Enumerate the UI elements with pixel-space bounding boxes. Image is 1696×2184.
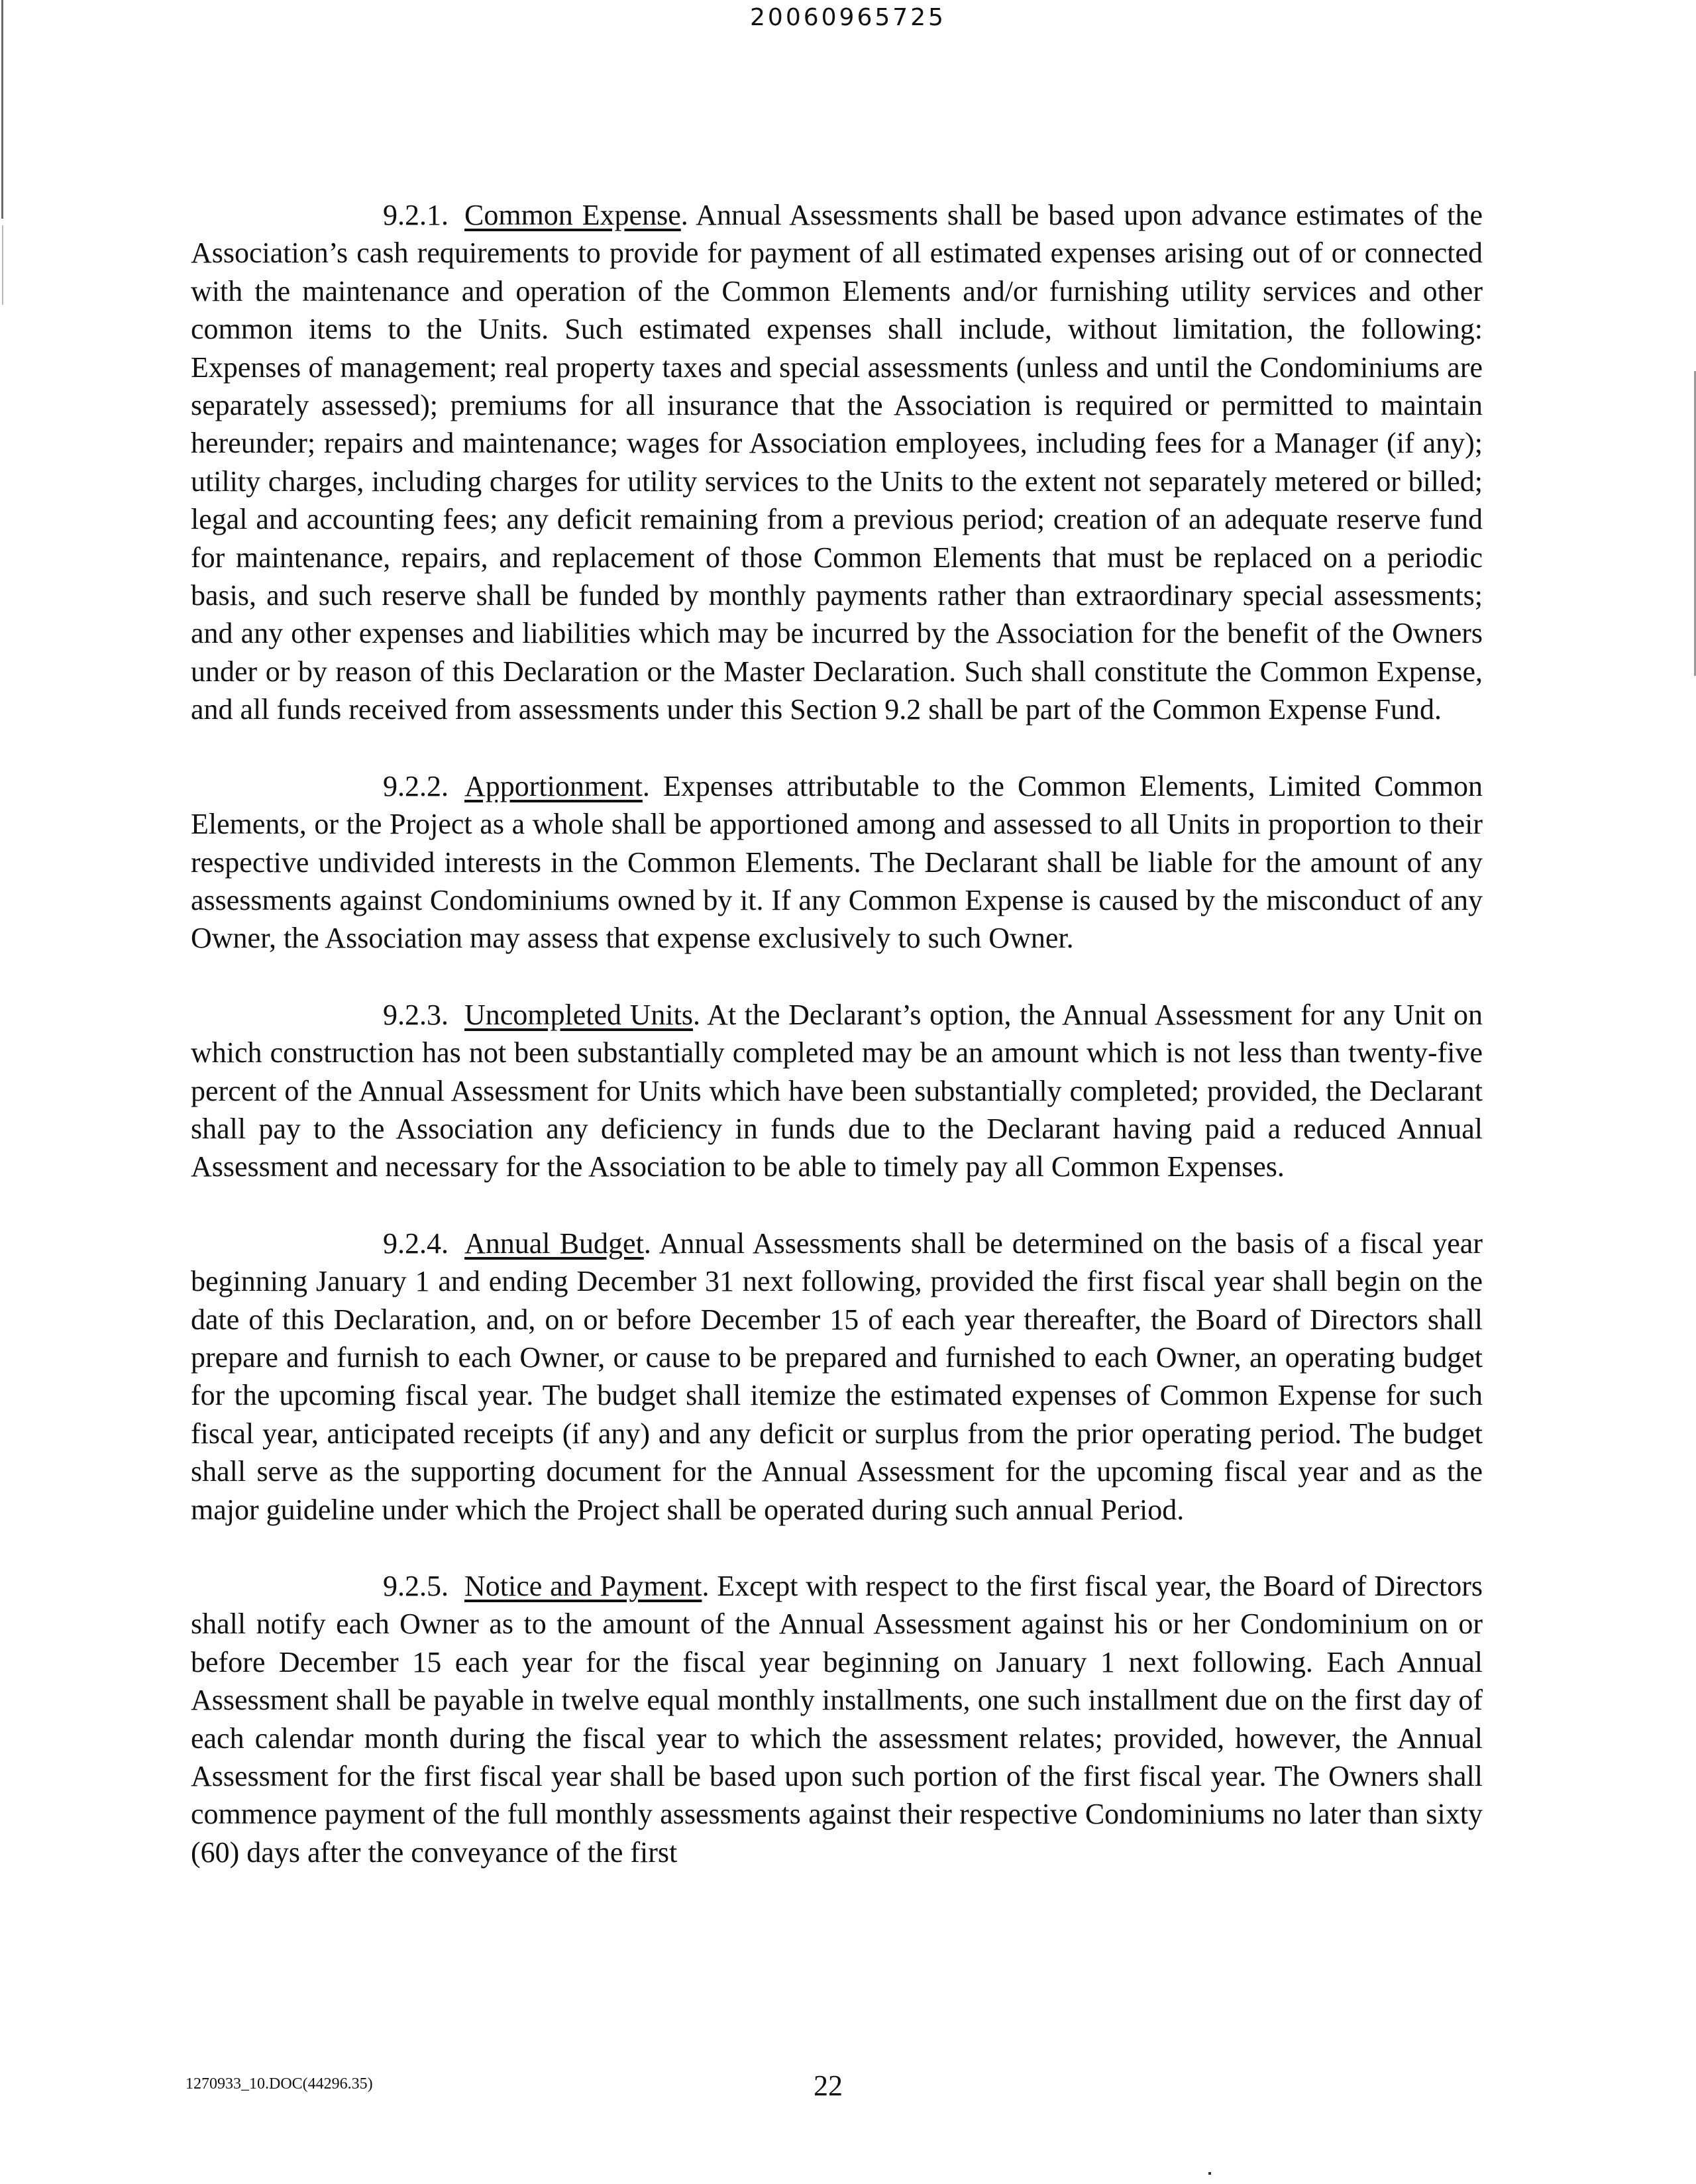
section-heading: Apportionment	[464, 769, 643, 802]
section-9-2-2	[191, 767, 1483, 957]
section-heading: Uncompleted Units	[464, 998, 693, 1031]
section-9-2-1	[191, 196, 1483, 729]
section-text: At the Declarant’s option, the Annual Assessment for any Unit on which construction has not been substantially completed may be an amount which is not less than twenty-five percent of the Annual Assessment for Units which have been substantially completed; provided, the Declarant shall pay to the Association any deficiency in funds due to the Declarant having paid a reduced Annual Assessment and necessary for the Association to be able to timely pay all Common Expenses.	[191, 998, 1483, 1183]
section-9-2-3	[191, 996, 1483, 1186]
document-number: 20060965725	[750, 4, 946, 31]
section-heading: Common Expense	[464, 199, 681, 231]
section-number: 9.2.3.	[383, 998, 449, 1031]
section-number: 9.2.5.	[383, 1570, 449, 1602]
section-number: 9.2.4.	[383, 1227, 449, 1260]
heading-period: .	[702, 1570, 710, 1602]
footer-document-code: 1270933_10.DOC(44296.35)	[186, 2075, 373, 2093]
heading-period: .	[693, 998, 700, 1031]
section-heading: Notice and Payment	[464, 1570, 702, 1602]
page-number: 22	[814, 2069, 843, 2102]
section-number: 9.2.2.	[383, 769, 449, 802]
section-9-2-4	[191, 1225, 1483, 1529]
section-number: 9.2.1.	[383, 199, 449, 231]
section-text: Expenses attributable to the Common Elements, Limited Common Elements, or the Project as a whole shall be apportioned among and assessed to all Units in proportion to their respective undivided interests in the Common Elements. The Declarant shall be liable for the amount of any assessments against Condominiums owned by it. If any Common Expense is caused by the misconduct of any Owner, the Association may assess that expense exclusively to such Owner.	[191, 769, 1483, 955]
left-margin-scan-line	[1, 0, 3, 219]
heading-period: .	[642, 769, 650, 802]
section-9-2-5	[191, 1567, 1483, 1871]
heading-period: .	[680, 199, 688, 231]
section-text: Except with respect to the first fiscal year, the Board of Directors shall notify each Owner as to the amount of the Annual Assessment against his or her Condominium on or before December 15 each year for the fiscal year beginning on January 1 next following. Each Annual Assessment shall be payable in twelve equal monthly installments, one such installment due on the first day of each calendar month during the fiscal year to which the assessment relates; provided, however, the Annual Assessment for the first fiscal year shall be based upon such portion of the first fiscal year. The Owners shall commence payment of the full monthly assessments against their respective Condominiums no later than sixty (60) days after the conveyance of the first	[191, 1570, 1483, 1869]
scan-speck	[1208, 2172, 1211, 2175]
section-text: Annual Assessments shall be based upon advance estimates of the Association’s cash requirements to provide for payment of all estimated expenses arising out of or connected with the maintenance and operation of the Common Elements and/or furnishing utility services and other common items to the Units. Such estimated expenses shall include, without limitation, the following: Expenses of management; real property taxes and special assessments (unless and until the Condominiums are separately assessed); premiums for all insurance that the Association is required or permitted to maintain hereunder; repairs and maintenance; wages for Association employees, including fees for a Manager (if any); utility charges, including charges for utility services to the Units to the extent not separately metered or billed; legal and accounting fees; any deficit remaining from a previous period; creation of an adequate reserve fund for maintenance, repairs, and replacement of those Common Elements that must be replaced on a periodic basis, and such reserve shall be funded by monthly payments rather than extraordinary special assessments; and any other expenses and liabilities which may be incurred by the Association for the benefit of the Owners under or by reason of this Declaration or the Master Declaration. Such shall constitute the Common Expense, and all funds received from assessments under this Section 9.2 shall be part of the Common Expense Fund.	[191, 199, 1483, 726]
left-margin-scan-line-faint	[2, 225, 3, 305]
section-text: Annual Assessments shall be determined on the basis of a fiscal year beginning January 1 and ending December 31 next following, provided the first fiscal year shall begin on the date of this Declaration, and, on or before December 15 of each year thereafter, the Board of Directors shall prepare and furnish to each Owner, or cause to be prepared and furnished to each Owner, an operating budget for the upcoming fiscal year. The budget shall itemize the estimated expenses of Common Expense for such fiscal year, anticipated receipts (if any) and any deficit or surplus from the prior operating period. The budget shall serve as the supporting document for the Annual Assessment for the upcoming fiscal year and as the major guideline under which the Project shall be operated during such annual Period.	[191, 1227, 1483, 1526]
heading-period: .	[643, 1227, 651, 1260]
section-heading: Annual Budget	[464, 1227, 644, 1260]
document-body	[191, 196, 1483, 1871]
